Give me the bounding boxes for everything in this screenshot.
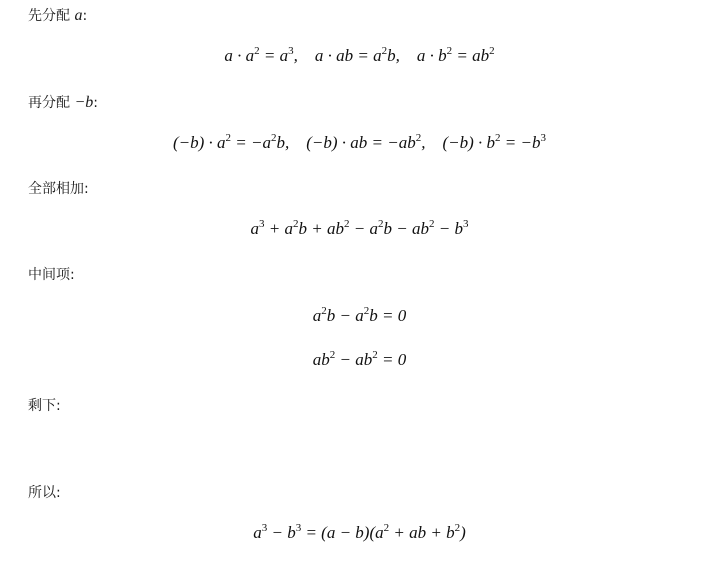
step-label-distribute-a (28, 7, 87, 25)
equation-distribute-minus-b: $(-b) \cdot a^2 = -a^2b$, (−b) · ab = $-ab^2$, $(-b) \cdot b^2 = -b^3$ (173, 132, 546, 152)
equation-final-result: $a^3 - b^3 = (a - b)(a^2$ + ab + $b^2$) (253, 522, 466, 542)
label-colon: : (82, 8, 88, 24)
equation-middle-term-1: $a^2b - a^2b = 0$ (312, 305, 407, 325)
label-colon: : (93, 95, 98, 111)
step-label-middle-terms (28, 266, 75, 284)
equation-middle-term-2: $ab^2 - ab^2 = 0$ (312, 349, 407, 369)
label-text: 先分配 (28, 8, 70, 24)
equation-sum-all: $a^3 + a^2b + ab^2 - a^2b - ab^2 - b^3$ (250, 218, 469, 238)
step-label-therefore (28, 484, 61, 502)
label-text: 中间项: (28, 267, 75, 283)
label-text: 全部相加: (28, 181, 89, 197)
label-text: 剩下: (28, 398, 61, 414)
label-text: 再分配 (28, 95, 70, 111)
step-label-distribute-minus-b (28, 94, 98, 112)
label-text: 所以: (28, 485, 61, 501)
equation-distribute-a: $a \cdot a^2 = a^3$, a · ab = $a^2b$, $a \cdot b^2 = ab^2$ (224, 45, 495, 65)
step-label-sum-all (28, 180, 89, 198)
label-variable: a (74, 7, 83, 24)
label-variable: −b (74, 94, 94, 111)
step-label-remaining (28, 397, 61, 415)
